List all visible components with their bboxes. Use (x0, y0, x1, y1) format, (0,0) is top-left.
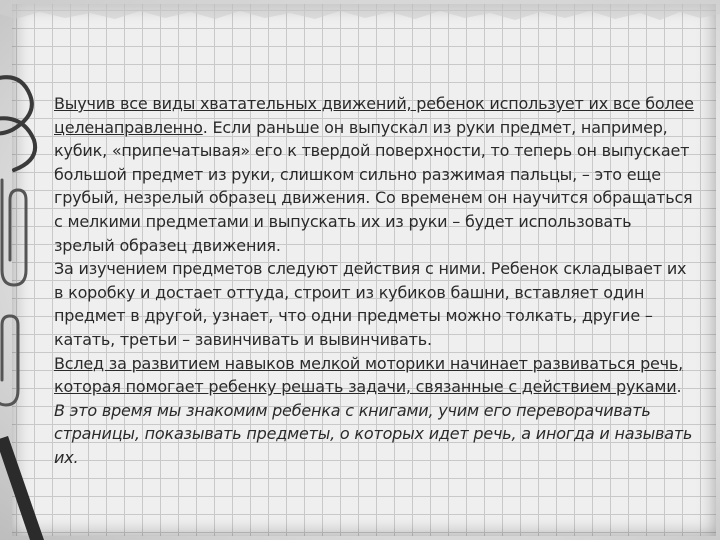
body-text (54, 92, 694, 470)
paper-clips-icon (0, 60, 60, 540)
paragraph-speech (54, 352, 694, 470)
paragraph-3-underlined: Вслед за развитием навыков мелкой моторики начинает развиваться речь, которая помогает ребенку решать задачи, связанные с действием руками (54, 353, 684, 397)
paragraph-actions (54, 257, 694, 351)
paragraph-1-underlined: Выучив все виды хватательных движений, ребенок использует их все более целенаправленно (54, 94, 694, 137)
paragraph-1-text: . Если раньше он выпускал из руки предмет, например, кубик, «припечатывая» его к твердой поверхности, то теперь он выпускает большой предмет из руки, слишком сильно разжимая пальцы, – это еще грубый, незрелый образец движения. Со временем он научится обращаться с мелкими предметами и выпускать их из руки – будет использовать зрелый образец движения. (54, 117, 693, 255)
paragraph-3-period: . (676, 377, 682, 397)
torn-paper-edge (0, 0, 720, 40)
paragraph-grasping (54, 92, 694, 257)
paragraph-2-text: За изучением предметов следуют действия с ними. Ребенок складывает их в коробку и достает оттуда, строит из кубиков башни, вставляет один предмет в другой, узнает, что одни предметы можно толкать, другие – катать, третьи – завинчивать и вывинчивать. (54, 259, 687, 349)
paragraph-3-italic: В это время мы знакомим ребенка с книгами, учим его переворачивать страницы, показывать предметы, о которых идет речь, а иногда и называть их. (54, 400, 693, 467)
